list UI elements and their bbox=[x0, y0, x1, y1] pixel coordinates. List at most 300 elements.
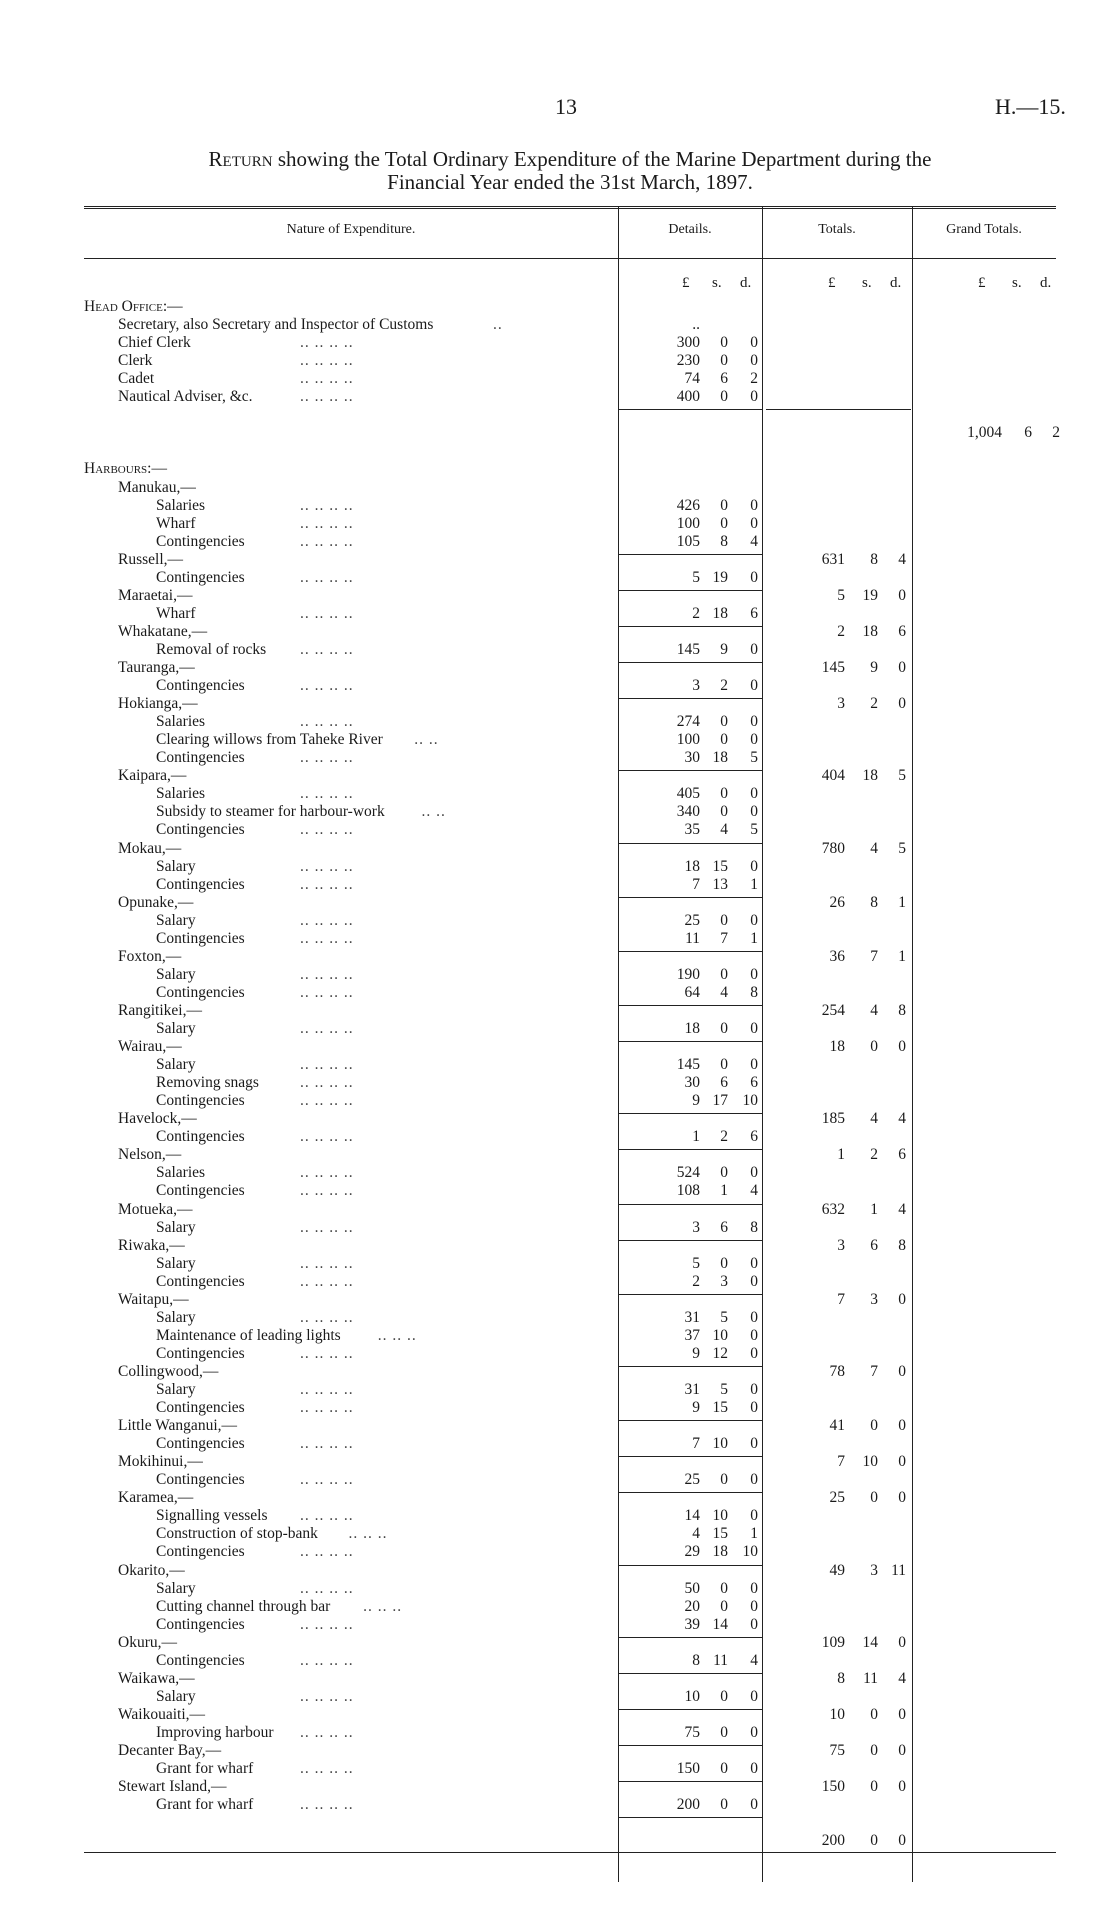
table-row bbox=[0, 1128, 1114, 1146]
details-pence: 1 bbox=[750, 929, 758, 947]
table-row bbox=[0, 1580, 1114, 1598]
details-pence: 0 bbox=[750, 1796, 758, 1814]
leader-dots: .. .. .. bbox=[363, 1597, 403, 1615]
row-label: Construction of stop-bank bbox=[156, 1525, 318, 1543]
row-label: Contingencies bbox=[156, 532, 245, 550]
row-label: Salary bbox=[156, 1056, 196, 1074]
row-label: Clearing willows from Taheke River bbox=[156, 731, 383, 749]
details-shillings: 0 bbox=[720, 1687, 728, 1705]
document-reference: H.—15. bbox=[995, 94, 1066, 119]
details-pence: 2 bbox=[750, 370, 758, 388]
totals-pence: 5 bbox=[898, 767, 906, 785]
row-label: Wairau,— bbox=[118, 1038, 182, 1056]
leader-dots: .. .. .. .. bbox=[300, 640, 354, 658]
leader-dots: .. .. .. .. bbox=[300, 1687, 354, 1705]
table-row bbox=[0, 984, 1114, 1002]
details-pounds: 14 bbox=[684, 1507, 700, 1525]
totals-shillings: 2 bbox=[870, 695, 878, 713]
details-pence: 4 bbox=[750, 1651, 758, 1669]
table-row bbox=[0, 731, 1114, 749]
details-pound-unit: £ bbox=[682, 275, 690, 291]
harbour-row bbox=[0, 1489, 1114, 1507]
totals-shillings: 11 bbox=[863, 1669, 878, 1687]
details-pounds: 5 bbox=[692, 568, 700, 586]
details-pounds: 35 bbox=[684, 821, 700, 839]
row-label: Maraetai,— bbox=[118, 586, 193, 604]
row-label: Salary bbox=[156, 1687, 196, 1705]
leader-dots: .. .. .. .. bbox=[300, 388, 354, 406]
row-label: Contingencies bbox=[156, 1344, 245, 1362]
table-row bbox=[0, 1598, 1114, 1616]
details-pence: 0 bbox=[750, 911, 758, 929]
row-label: Grant for wharf bbox=[156, 1796, 254, 1814]
table-row bbox=[0, 876, 1114, 894]
row-label: Contingencies bbox=[156, 568, 245, 586]
details-shillings: 15 bbox=[712, 1399, 728, 1417]
row-label: Whakatane,— bbox=[118, 622, 208, 640]
details-pence: 6 bbox=[750, 1074, 758, 1092]
row-label: Opunake,— bbox=[118, 893, 194, 911]
leader-dots: .. .. .. .. bbox=[300, 965, 354, 983]
table-row bbox=[0, 1074, 1114, 1092]
table-top-rule bbox=[84, 206, 1056, 207]
totals-pounds: 8 bbox=[837, 1669, 845, 1687]
harbour-row bbox=[0, 623, 1114, 641]
details-shillings: 6 bbox=[720, 1218, 728, 1236]
totals-shillings: 2 bbox=[870, 1146, 878, 1164]
details-shillings: 15 bbox=[712, 1525, 728, 1543]
row-label: Okarito,— bbox=[118, 1561, 185, 1579]
table-row bbox=[0, 930, 1114, 948]
totals-shillings: 3 bbox=[870, 1561, 878, 1579]
details-pounds: 145 bbox=[676, 640, 700, 658]
details-shillings: 6 bbox=[720, 370, 728, 388]
row-label: Salaries bbox=[156, 1164, 206, 1182]
table-row bbox=[0, 370, 1114, 388]
totals-shillings: 0 bbox=[870, 1417, 878, 1435]
row-label: Contingencies bbox=[156, 1182, 245, 1200]
row-label: Stewart Island,— bbox=[118, 1778, 227, 1796]
row-label: Little Wanganui,— bbox=[118, 1417, 237, 1435]
totals-pence: 0 bbox=[898, 1453, 906, 1471]
totals-pence: 8 bbox=[898, 1001, 906, 1019]
row-label: Contingencies bbox=[156, 1128, 245, 1146]
details-pounds: 25 bbox=[684, 1471, 700, 1489]
totals-shillings: 9 bbox=[870, 659, 878, 676]
row-label: Improving harbour bbox=[156, 1723, 274, 1741]
totals-pence: 0 bbox=[898, 659, 906, 676]
row-label: Contingencies bbox=[156, 1092, 245, 1110]
details-shillings: 2 bbox=[720, 677, 728, 695]
row-label: Salaries bbox=[156, 496, 206, 514]
details-pounds: 100 bbox=[676, 731, 700, 749]
harbour-row bbox=[0, 894, 1114, 912]
details-pence: 0 bbox=[750, 514, 758, 532]
totals-shillings: 4 bbox=[870, 839, 878, 857]
details-pounds: 20 bbox=[684, 1597, 700, 1615]
details-pounds: 200 bbox=[676, 1796, 700, 1814]
harbour-row bbox=[0, 1002, 1114, 1020]
details-pounds: 1 bbox=[692, 1128, 700, 1146]
leader-dots: .. .. .. bbox=[377, 1326, 417, 1344]
row-label: Salary bbox=[156, 911, 196, 929]
row-label: Wharf bbox=[156, 514, 196, 532]
totals-shillings: 18 bbox=[862, 622, 878, 640]
details-pence: 6 bbox=[750, 1128, 758, 1146]
details-shillings: 0 bbox=[720, 911, 728, 929]
details-pence: 0 bbox=[750, 1344, 758, 1362]
leader-dots: .. .. .. .. bbox=[300, 568, 354, 586]
details-pounds: 39 bbox=[684, 1615, 700, 1633]
leader-dots: .. .. .. .. bbox=[300, 532, 354, 550]
details-shillings: 0 bbox=[720, 1760, 728, 1778]
totals-shillings: 8 bbox=[870, 893, 878, 911]
harbour-row bbox=[0, 1038, 1114, 1056]
row-label: Salaries bbox=[156, 785, 206, 803]
leader-dots: .. bbox=[493, 316, 503, 334]
totals-pound-unit: £ bbox=[828, 275, 836, 291]
totals-pounds: 75 bbox=[829, 1742, 845, 1759]
table-row bbox=[0, 1092, 1114, 1110]
row-label: Removal of rocks bbox=[156, 640, 267, 658]
details-pence: 0 bbox=[750, 388, 758, 406]
leader-dots: .. .. bbox=[421, 803, 446, 821]
totals-shillings: 1 bbox=[870, 1200, 878, 1218]
details-shillings: 8 bbox=[720, 532, 728, 550]
leader-dots: .. .. .. .. bbox=[300, 604, 354, 622]
totals-shillings: 0 bbox=[870, 1742, 878, 1759]
details-shillings: 19 bbox=[712, 568, 728, 586]
row-label: Grant for wharf bbox=[156, 1760, 254, 1778]
harbour-row bbox=[0, 587, 1114, 605]
totals-shillings: 19 bbox=[862, 586, 878, 604]
leader-dots: .. .. .. .. bbox=[300, 1128, 354, 1146]
totals-pounds: 36 bbox=[829, 947, 845, 965]
leader-dots: .. .. .. .. bbox=[300, 875, 354, 893]
total-row bbox=[0, 1832, 1114, 1850]
row-label: Clerk bbox=[118, 352, 153, 370]
details-pounds: 108 bbox=[676, 1182, 700, 1200]
totals-pounds: 7 bbox=[837, 1453, 845, 1471]
totals-pence: 0 bbox=[898, 1489, 906, 1507]
leader-dots: .. .. .. .. bbox=[300, 821, 354, 839]
details-pounds: 30 bbox=[684, 749, 700, 767]
totals-pence: 4 bbox=[898, 1200, 906, 1218]
row-label: Subsidy to steamer for harbour-work bbox=[156, 803, 385, 821]
details-shillings: 10 bbox=[712, 1435, 728, 1453]
totals-pounds: 5 bbox=[837, 586, 845, 604]
row-label: Contingencies bbox=[156, 749, 245, 767]
totals-pence: 4 bbox=[898, 550, 906, 568]
row-label: Waikawa,— bbox=[118, 1669, 195, 1687]
totals-pence: 0 bbox=[898, 1417, 906, 1435]
details-shillings: 14 bbox=[712, 1615, 728, 1633]
details-pounds: 3 bbox=[692, 677, 700, 695]
header-nature: Nature of Expenditure. bbox=[286, 222, 416, 237]
row-label: Russell,— bbox=[118, 550, 184, 568]
details-pence: 0 bbox=[750, 1308, 758, 1326]
totals-pounds: 78 bbox=[829, 1362, 845, 1380]
row-label: Chief Clerk bbox=[118, 334, 191, 352]
totals-pounds: 404 bbox=[821, 767, 845, 785]
details-pounds: 105 bbox=[676, 532, 700, 550]
table-row bbox=[0, 803, 1114, 821]
leader-dots: .. .. .. .. bbox=[300, 370, 354, 388]
details-pence: 4 bbox=[750, 532, 758, 550]
totals-pounds: 18 bbox=[829, 1038, 845, 1056]
totals-pounds: 10 bbox=[829, 1705, 845, 1723]
table-row bbox=[0, 785, 1114, 803]
totals-pounds: 145 bbox=[821, 659, 845, 676]
details-shillings: 18 bbox=[712, 749, 728, 767]
details-pence: 0 bbox=[750, 731, 758, 749]
table-row bbox=[0, 1543, 1114, 1561]
details-shillings: 10 bbox=[712, 1326, 728, 1344]
table-row bbox=[0, 1309, 1114, 1327]
total-row bbox=[0, 1814, 1114, 1832]
table-row bbox=[0, 533, 1114, 551]
row-label: Waitapu,— bbox=[118, 1290, 189, 1308]
totals-pence-unit: d. bbox=[890, 275, 902, 291]
row-label: Cadet bbox=[118, 370, 155, 388]
details-shillings: 11 bbox=[713, 1651, 728, 1669]
leader-dots: .. .. .. .. bbox=[300, 1272, 354, 1290]
table-row bbox=[0, 1020, 1114, 1038]
details-shillings: 0 bbox=[720, 334, 728, 352]
leader-dots: .. .. .. .. bbox=[300, 1760, 354, 1778]
row-label: Harbours:— bbox=[84, 460, 167, 478]
details-pence: 8 bbox=[750, 983, 758, 1001]
totals-pence: 0 bbox=[898, 1362, 906, 1380]
details-pence: 0 bbox=[750, 1760, 758, 1778]
leader-dots: .. .. .. .. bbox=[300, 1308, 354, 1326]
harbour-row bbox=[0, 1237, 1114, 1255]
leader-dots: .. .. .. .. bbox=[300, 1615, 354, 1633]
details-pounds: 7 bbox=[692, 1435, 700, 1453]
table-row bbox=[0, 334, 1114, 352]
details-shillings: 0 bbox=[720, 1020, 728, 1037]
row-label: Contingencies bbox=[156, 929, 245, 947]
totals-shillings: 0 bbox=[870, 1038, 878, 1056]
harbour-row bbox=[0, 1201, 1114, 1219]
leader-dots: .. .. .. .. bbox=[300, 1164, 354, 1182]
details-pence: 0 bbox=[750, 496, 758, 514]
totals-pence: 5 bbox=[898, 839, 906, 857]
row-label: Contingencies bbox=[156, 677, 245, 695]
table-row bbox=[0, 1381, 1114, 1399]
totals-pounds: 200 bbox=[821, 1832, 845, 1850]
details-pounds: 426 bbox=[676, 496, 700, 514]
details-pounds: 3 bbox=[692, 1218, 700, 1236]
totals-pence: 0 bbox=[898, 1832, 906, 1850]
table-row bbox=[0, 1471, 1114, 1489]
grand-total-pounds: 1,004 bbox=[967, 424, 1002, 442]
leader-dots: .. .. .. .. bbox=[300, 929, 354, 947]
row-label: Removing snags bbox=[156, 1074, 259, 1092]
details-shillings: 6 bbox=[720, 1074, 728, 1092]
totals-pence: 0 bbox=[898, 586, 906, 604]
table-row bbox=[0, 1760, 1114, 1778]
harbour-row bbox=[0, 1363, 1114, 1381]
leader-dots: .. .. .. .. bbox=[300, 1218, 354, 1236]
row-label: Salary bbox=[156, 1308, 196, 1326]
total-row bbox=[0, 406, 1114, 424]
totals-shillings: 0 bbox=[870, 1832, 878, 1850]
details-pounds: 405 bbox=[676, 785, 700, 803]
details-shillings: 0 bbox=[720, 1471, 728, 1489]
totals-pounds: 109 bbox=[821, 1633, 845, 1651]
totals-shillings: 14 bbox=[862, 1633, 878, 1651]
totals-pence: 0 bbox=[898, 1778, 906, 1796]
title-line-1 bbox=[80, 148, 1060, 171]
table-row bbox=[0, 1345, 1114, 1363]
table-top-rule-inner bbox=[84, 208, 1056, 209]
totals-pounds: 632 bbox=[821, 1200, 845, 1218]
grand-pence-unit: d. bbox=[1040, 275, 1052, 291]
details-pence: 0 bbox=[750, 1507, 758, 1525]
harbour-row bbox=[0, 479, 1114, 497]
row-label: Contingencies bbox=[156, 1651, 245, 1669]
row-label: Secretary, also Secretary and Inspector of Customs bbox=[118, 316, 434, 334]
details-pence: 0 bbox=[750, 1687, 758, 1705]
totals-pounds: 2 bbox=[837, 622, 845, 640]
totals-shillings: 18 bbox=[862, 767, 878, 785]
details-shillings: 0 bbox=[720, 803, 728, 821]
table-row bbox=[0, 1688, 1114, 1706]
details-pence: 1 bbox=[750, 1525, 758, 1543]
details-pence: 0 bbox=[750, 803, 758, 821]
details-pence: 8 bbox=[750, 1218, 758, 1236]
leader-dots: .. .. bbox=[414, 731, 439, 749]
details-pounds: 7 bbox=[692, 875, 700, 893]
details-shillings: 12 bbox=[712, 1344, 728, 1362]
harbour-row bbox=[0, 1706, 1114, 1724]
row-label: Nelson,— bbox=[118, 1146, 182, 1164]
details-pounds: 50 bbox=[684, 1579, 700, 1597]
totals-shillings: 7 bbox=[870, 947, 878, 965]
row-label: Salary bbox=[156, 857, 196, 875]
table-row bbox=[0, 641, 1114, 659]
row-label: Head Office:— bbox=[84, 298, 183, 315]
row-label: Contingencies bbox=[156, 1471, 245, 1489]
details-pence: 0 bbox=[750, 352, 758, 370]
leader-dots: .. .. .. .. bbox=[300, 1723, 354, 1741]
details-pounds: 30 bbox=[684, 1074, 700, 1092]
row-label: Wharf bbox=[156, 604, 196, 622]
table-row bbox=[0, 821, 1114, 839]
details-pounds: 18 bbox=[684, 1020, 700, 1037]
details-pounds: 400 bbox=[676, 388, 700, 406]
row-label: Karamea,— bbox=[118, 1489, 194, 1507]
details-pence: 0 bbox=[750, 1164, 758, 1182]
details-pounds: 300 bbox=[676, 334, 700, 352]
table-row bbox=[0, 352, 1114, 370]
harbour-row bbox=[0, 1742, 1114, 1760]
totals-pounds: 41 bbox=[829, 1417, 845, 1435]
totals-pence: 4 bbox=[898, 1110, 906, 1128]
row-label: Mokihinui,— bbox=[118, 1453, 203, 1471]
total-row bbox=[0, 424, 1114, 442]
leader-dots: .. .. .. .. bbox=[300, 1471, 354, 1489]
totals-pounds: 3 bbox=[837, 695, 845, 713]
table-row bbox=[0, 1255, 1114, 1273]
document-title bbox=[80, 148, 1060, 194]
details-pence: 10 bbox=[742, 1092, 758, 1110]
table-row bbox=[0, 497, 1114, 515]
details-pence: 5 bbox=[750, 821, 758, 839]
totals-pounds: 26 bbox=[829, 893, 845, 911]
totals-shillings: 4 bbox=[870, 1001, 878, 1019]
details-pence: 0 bbox=[750, 1615, 758, 1633]
table-row bbox=[0, 1273, 1114, 1291]
details-shillings: 0 bbox=[720, 1597, 728, 1615]
details-pounds: 100 bbox=[676, 514, 700, 532]
grand-total-pence: 2 bbox=[1052, 424, 1060, 442]
totals-shillings: 10 bbox=[862, 1453, 878, 1471]
table-row bbox=[0, 1525, 1114, 1543]
totals-pounds: 254 bbox=[821, 1001, 845, 1019]
page-number: 13 bbox=[555, 94, 577, 119]
details-pounds: 18 bbox=[684, 857, 700, 875]
title-lead: Return bbox=[208, 147, 273, 171]
details-pence: 0 bbox=[750, 965, 758, 983]
table-row bbox=[0, 1435, 1114, 1453]
totals-shillings: 0 bbox=[870, 1489, 878, 1507]
details-pounds: 75 bbox=[684, 1723, 700, 1741]
totals-pence: 0 bbox=[898, 1705, 906, 1723]
row-label: Cutting channel through bar bbox=[156, 1597, 331, 1615]
grand-pound-unit: £ bbox=[978, 275, 986, 291]
row-label: Contingencies bbox=[156, 983, 245, 1001]
details-pence: 0 bbox=[750, 334, 758, 352]
details-shillings: 0 bbox=[720, 1164, 728, 1182]
harbour-row bbox=[0, 1634, 1114, 1652]
details-shillings: 0 bbox=[720, 1796, 728, 1814]
details-pounds: 9 bbox=[692, 1399, 700, 1417]
details-shillings: 4 bbox=[720, 821, 728, 839]
details-pence: 0 bbox=[750, 1020, 758, 1037]
details-shillings: 5 bbox=[720, 1308, 728, 1326]
totals-shillings: 7 bbox=[870, 1362, 878, 1380]
row-label: Nautical Adviser, &c. bbox=[118, 388, 253, 406]
leader-dots: .. .. .. .. bbox=[300, 1399, 354, 1417]
table-row bbox=[0, 1164, 1114, 1182]
details-shillings: 0 bbox=[720, 965, 728, 983]
row-label: Foxton,— bbox=[118, 947, 182, 965]
details-shillings: 10 bbox=[712, 1507, 728, 1525]
leader-dots: .. .. .. .. bbox=[300, 1579, 354, 1597]
table-row bbox=[0, 1399, 1114, 1417]
details-pence: 0 bbox=[750, 713, 758, 731]
leader-dots: .. .. .. .. bbox=[300, 352, 354, 370]
leader-dots: .. .. .. .. bbox=[300, 1507, 354, 1525]
row-label: Contingencies bbox=[156, 1435, 245, 1453]
totals-pence: 6 bbox=[898, 622, 906, 640]
totals-pence: 4 bbox=[898, 1669, 906, 1687]
totals-pounds: 7 bbox=[837, 1290, 845, 1308]
details-pence: 0 bbox=[750, 1326, 758, 1344]
details-pence: 0 bbox=[750, 785, 758, 803]
table-row bbox=[0, 515, 1114, 533]
total-row bbox=[0, 442, 1114, 460]
leader-dots: .. .. .. .. bbox=[300, 1092, 354, 1110]
table-row bbox=[0, 1652, 1114, 1670]
leader-dots: .. .. .. .. bbox=[300, 514, 354, 532]
row-label: Riwaka,— bbox=[118, 1236, 185, 1254]
row-label: Contingencies bbox=[156, 1399, 245, 1417]
table-row bbox=[0, 1616, 1114, 1634]
details-pounds: 145 bbox=[676, 1056, 700, 1074]
